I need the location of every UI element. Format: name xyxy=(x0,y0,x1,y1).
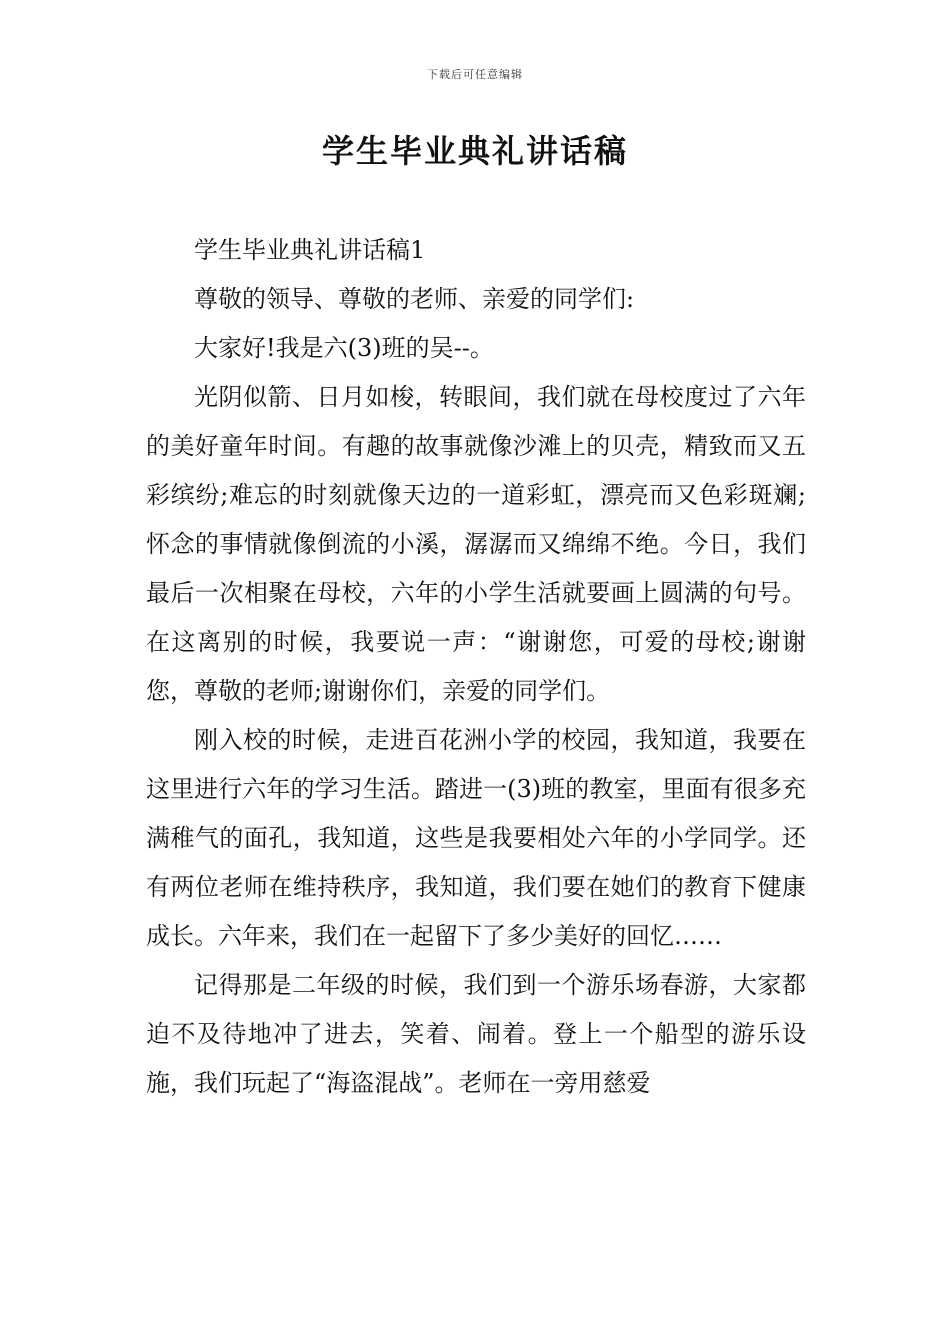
document-body xyxy=(146,226,806,1108)
subtitle-line: 学生毕业典礼讲话稿1 xyxy=(194,236,426,264)
paragraph: 记得那是二年级的时候，我们到一个游乐场春游，大家都迫不及待地冲了进去，笑着、闹着。登上一个船型的游乐设施，我们玩起了“海盗混战”。老师在一旁用慈爱 xyxy=(146,971,806,1097)
header-note: 下载后可任意编辑 xyxy=(427,68,523,81)
page-title: 学生毕业典礼讲话稿 xyxy=(321,132,628,170)
greeting-line: 大家好!我是六(3)班的吴--。 xyxy=(194,334,494,362)
paragraph: 刚入校的时候，走进百花洲小学的校园，我知道，我要在这里进行六年的学习生活。踏进一(3)班的教室，里面有很多充满稚气的面孔，我知道，这些是我要相处六年的小学同学。还有两位老师在维持秩序，我知道，我们要在她们的教育下健康成长。六年来，我们在一起留下了多少美好的回忆…… xyxy=(146,726,806,950)
paragraph: 光阴似箭、日月如梭，转眼间，我们就在母校度过了六年的美好童年时间。有趣的故事就像沙滩上的贝壳，精致而又五彩缤纷;难忘的时刻就像天边的一道彩虹，漂亮而又色彩斑斓;怀念的事情就像倒流的小溪，潺潺而又绵绵不绝。今日，我们最后一次相聚在母校，六年的小学生活就要画上圆满的句号。在这离别的时候，我要说一声：“谢谢您，可爱的母校;谢谢您，尊敬的老师;谢谢你们，亲爱的同学们。 xyxy=(146,383,806,705)
salutation-line: 尊敬的领导、尊敬的老师、亲爱的同学们: xyxy=(194,285,635,313)
